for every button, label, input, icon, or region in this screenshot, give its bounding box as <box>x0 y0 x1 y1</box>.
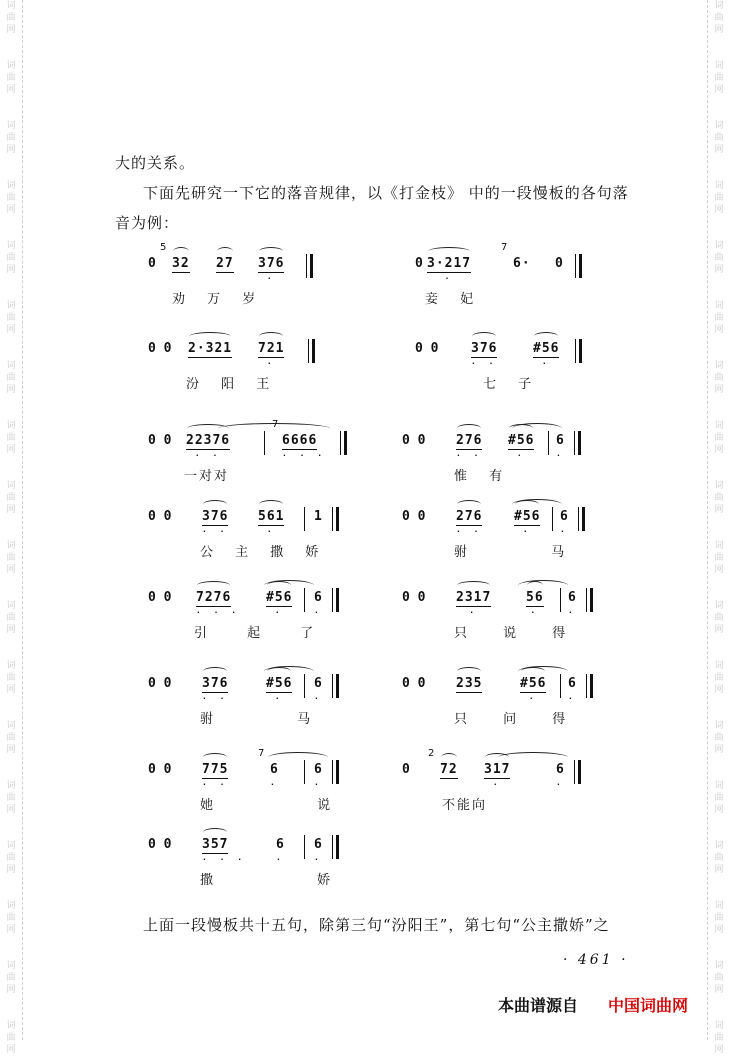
note-group: 22376 · · <box>186 433 230 450</box>
rest-marks: 0 0 <box>148 590 172 605</box>
rest-marks: 0 0 <box>402 509 426 524</box>
watermark-text: 词 曲 网 <box>714 181 724 215</box>
phrase-10 <box>402 590 592 650</box>
note-group: #56 · <box>266 676 292 693</box>
phrase-13 <box>148 748 381 822</box>
grace-note: 7 <box>501 242 508 253</box>
phrase-4 <box>415 341 595 401</box>
note-group: 32 <box>172 256 190 273</box>
watermark-text: 词 曲 网 <box>6 301 16 335</box>
lyrics: 撒 娇 <box>200 873 381 888</box>
note-group: 72 <box>440 762 458 779</box>
note-group: #56 · <box>533 341 559 358</box>
watermark-text: 词 曲 网 <box>714 541 724 575</box>
note-group: 6 · <box>568 676 577 703</box>
grace-note: 7 <box>258 748 265 759</box>
lyrics: 只 说 得 <box>454 626 582 641</box>
watermark-text: 词 曲 网 <box>714 121 724 155</box>
rest-marks: 0 0 <box>402 676 426 691</box>
note-group: #56 · <box>520 676 546 693</box>
note-group: 376 · · <box>202 509 228 526</box>
rest-marks: 0 0 <box>148 676 172 691</box>
watermark-text: 词 曲 网 <box>6 1021 16 1055</box>
page-number: · 461 · <box>563 952 629 968</box>
rest-marks: 0 0 <box>148 433 172 448</box>
rest-marks: 0 0 <box>148 762 172 777</box>
note-group: 276 · · <box>456 433 482 450</box>
note-group: 317 · <box>484 762 510 779</box>
note-group: 7276 · · · <box>196 590 231 607</box>
grace-note: 2 <box>428 748 435 759</box>
phrase-7 <box>148 509 358 569</box>
watermark-text: 词 曲 网 <box>714 841 724 875</box>
watermark-text: 词 曲 网 <box>6 541 16 575</box>
phrase-15 <box>148 837 381 897</box>
note-group: 376 · <box>258 256 284 273</box>
rest-marks: 0 0 <box>402 590 426 605</box>
note-group: 1 <box>314 509 323 524</box>
phrase-8 <box>402 509 605 569</box>
watermark-text: 词 曲 网 <box>6 481 16 515</box>
phrase-5 <box>148 419 358 493</box>
note-group: 0 <box>555 256 564 271</box>
note-group: 6 · <box>314 762 323 789</box>
lyrics: 一对对 <box>184 469 230 484</box>
left-watermark-strip <box>0 0 23 1040</box>
watermark-text: 词 曲 网 <box>714 781 724 815</box>
grace-note: 7 <box>272 419 279 430</box>
rest-marks: 0 <box>148 256 156 271</box>
watermark-text: 词 曲 网 <box>714 241 724 275</box>
watermark-text: 词 曲 网 <box>6 841 16 875</box>
note-group: #56 · <box>508 433 534 450</box>
rest-marks: 0 0 <box>148 837 172 852</box>
watermark-text: 词 曲 网 <box>714 421 724 455</box>
lyrics: 公 主 撒 娇 <box>200 545 328 560</box>
note-group: 2317 · <box>456 590 491 607</box>
note-group: #56 · <box>266 590 292 607</box>
phrase-6 <box>402 433 592 493</box>
phrase-12 <box>402 676 592 736</box>
note-group: 561 · <box>258 509 284 526</box>
watermark-text: 词 曲 网 <box>714 481 724 515</box>
phrase-9 <box>148 590 358 650</box>
watermark-text: 词 曲 网 <box>6 421 16 455</box>
footer-site-link[interactable]: 中国词曲网 <box>608 996 689 1015</box>
watermark-text: 词 曲 网 <box>714 721 724 755</box>
watermark-text: 词 曲 网 <box>714 301 724 335</box>
paragraph-line-4: 上面一段慢板共十五句，除第三句“汾阳王”，第七句“公主撒娇”之 <box>143 916 610 934</box>
watermark-text: 词 曲 网 <box>6 181 16 215</box>
note-group: 376 · · <box>202 676 228 693</box>
note-group: 56 · <box>526 590 544 607</box>
watermark-text: 词 曲 网 <box>6 241 16 275</box>
rest-marks: 0 <box>402 762 410 777</box>
note-group: 6 · <box>276 837 285 864</box>
rest-marks: 0 0 <box>148 509 172 524</box>
paragraph-line-3: 音为例： <box>115 214 180 232</box>
lyrics: 只 问 得 <box>454 712 582 727</box>
note-group: 6 · <box>314 590 323 617</box>
watermark-text: 词 曲 网 <box>6 361 16 395</box>
watermark-text: 词 曲 网 <box>714 1 724 35</box>
note-group: 6 · <box>556 433 565 460</box>
lyrics: 驸 马 <box>200 712 351 727</box>
paragraph-line-2: 下面先研究一下它的落音规律，以《打金枝》 中的一段慢板的各句落 <box>143 184 629 202</box>
watermark-text: 词 曲 网 <box>6 1 16 35</box>
lyrics: 劝 万 岁 <box>172 292 265 307</box>
rest-marks: 0 0 <box>402 433 426 448</box>
lyrics: 惟 有 <box>454 469 512 484</box>
phrase-1 <box>148 242 348 316</box>
watermark-text: 词 曲 网 <box>6 901 16 935</box>
note-group: 3·217 · <box>427 256 471 273</box>
watermark-text: 词 曲 网 <box>6 721 16 755</box>
rest-marks: 0 <box>415 256 423 271</box>
lyrics: 驸 马 <box>454 545 605 560</box>
watermark-text: 词 曲 网 <box>6 121 16 155</box>
paragraph-line-1: 大的关系。 <box>115 154 196 172</box>
note-group: 775 · · <box>202 762 228 779</box>
watermark-text: 词 曲 网 <box>714 601 724 635</box>
lyrics: 她 说 <box>200 798 381 813</box>
watermark-text: 词 曲 网 <box>714 1021 724 1055</box>
note-group: 6 · <box>560 509 569 536</box>
grace-note: 5 <box>160 242 167 253</box>
note-group: 721 · <box>258 341 284 358</box>
watermark-text: 词 曲 网 <box>714 901 724 935</box>
note-group: 6 · <box>314 676 323 703</box>
lyrics: 七 子 <box>483 377 541 392</box>
note-group: 2·321 <box>188 341 232 358</box>
phrase-14 <box>402 748 592 822</box>
lyrics: 妾 妃 <box>425 292 483 307</box>
lyrics: 引 起 了 <box>194 626 332 641</box>
watermark-text: 词 曲 网 <box>714 61 724 95</box>
note-group: 6666 · · · <box>282 433 327 460</box>
lyrics: 不能向 <box>442 798 488 813</box>
rest-marks: 0 0 <box>415 341 439 356</box>
watermark-text: 词 曲 网 <box>714 361 724 395</box>
watermark-text: 词 曲 网 <box>6 661 16 695</box>
note-group: #56 · <box>514 509 540 526</box>
lyrics: 汾 阳 王 <box>186 377 279 392</box>
phrase-3 <box>148 341 348 401</box>
phrase-11 <box>148 676 358 736</box>
watermark-text: 词 曲 网 <box>6 961 16 995</box>
rest-marks: 0 0 <box>148 341 172 356</box>
note-group: 6 · <box>314 837 323 864</box>
note-group: 6· <box>513 256 531 271</box>
watermark-text: 词 曲 网 <box>6 61 16 95</box>
note-group: 6 · <box>568 590 577 617</box>
watermark-text: 词 曲 网 <box>6 601 16 635</box>
note-group: 235 <box>456 676 482 693</box>
note-group: 357 · · · <box>202 837 228 854</box>
note-group: 6 · <box>270 762 279 789</box>
note-group: 6 · <box>556 762 565 789</box>
note-group: 27 <box>216 256 234 273</box>
watermark-text: 词 曲 网 <box>6 781 16 815</box>
watermark-text: 词 曲 网 <box>714 961 724 995</box>
note-group: 376 · · <box>471 341 497 358</box>
phrase-2 <box>415 242 595 316</box>
note-group: 276 · · <box>456 509 482 526</box>
footer-source-label: 本曲谱源自 <box>498 996 579 1015</box>
watermark-text: 词 曲 网 <box>714 661 724 695</box>
right-watermark-strip <box>707 0 730 1040</box>
